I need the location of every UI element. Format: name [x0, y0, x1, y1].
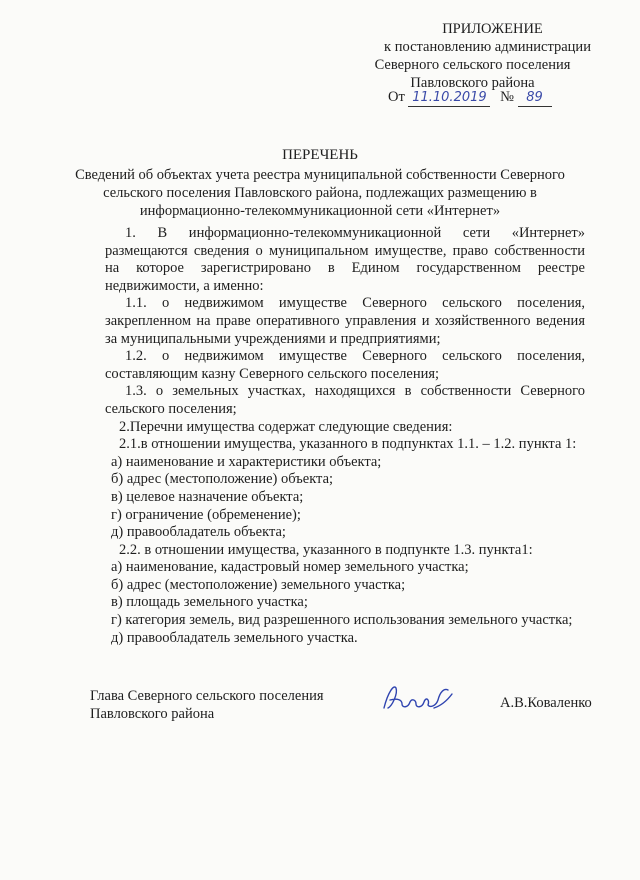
paragraph-1-3: 1.3. о земельных участках, находящихся в собственности Северного сельского поселения; — [105, 383, 585, 417]
document-body — [105, 225, 585, 647]
handwritten-signature — [378, 678, 458, 718]
header-title: ПРИЛОЖЕНИЕ — [442, 21, 543, 37]
date-prefix: От — [388, 89, 405, 105]
list-item: в) целевое назначение объекта; — [111, 488, 304, 505]
document-subtitle: Сведений об объектах учета реестра муниципальной собственности Северного сельского поселения Павловского района, подлежащих размещению в информационно-телекоммуникационной сети «Интернет» — [75, 167, 565, 219]
header-line-3: Павловского района — [410, 75, 535, 91]
list-item: г) ограничение (обременение); — [111, 506, 301, 523]
document-title: ПЕРЕЧЕНЬ — [282, 147, 358, 163]
paragraph-1-2: 1.2. о недвижимом имуществе Северного сельского поселения, составляющим казну Северного сельского поселения; — [105, 348, 585, 382]
paragraph-2-2: 2.2. в отношении имущества, указанного в подпункте 1.3. пункта1: — [119, 541, 533, 558]
list-item: в) площадь земельного участка; — [111, 594, 308, 611]
signatory-position-line-1: Глава Северного сельского поселения — [90, 688, 324, 704]
number-field — [518, 89, 552, 107]
date-value: 11.10.2019 — [412, 90, 487, 105]
number-prefix: № — [500, 89, 514, 105]
paragraph-1-1: 1.1. о недвижимом имуществе Северного сельского поселения, закрепленном на праве оперативного управления и хозяйственного ведения за муниципальными учреждениями и предприятиями; — [105, 295, 585, 347]
list-item: а) наименование, кадастровый номер земельного участка; — [111, 559, 469, 576]
list-item: б) адрес (местоположение) объекта; — [111, 471, 334, 488]
paragraph-2: 2.Перечни имущества содержат следующие сведения: — [119, 418, 453, 435]
list-item: д) правообладатель объекта; — [111, 524, 286, 541]
signatory-position — [90, 687, 324, 723]
header-line-2: Северного сельского поселения — [374, 57, 571, 73]
list-item: г) категория земель, вид разрешенного использования земельного участка; — [111, 612, 573, 629]
paragraph-1: 1. В информационно-телекоммуникационной сети «Интернет» размещаются сведения о муниципальном имуществе, право собственности на которое зарегистрировано в Едином государственном реестре недвижимости, а именно: — [105, 225, 585, 294]
date-field — [408, 89, 490, 107]
header-line-1: к постановлению администрации — [384, 39, 591, 55]
list-item: д) правообладатель земельного участка. — [111, 629, 358, 646]
signatory-position-line-2: Павловского района — [90, 706, 215, 722]
paragraph-2-1: 2.1.в отношении имущества, указанного в подпунктах 1.1. – 1.2. пункта 1: — [119, 436, 577, 453]
date-number-line — [388, 89, 552, 107]
list-item: б) адрес (местоположение) земельного участка; — [111, 576, 406, 593]
list-item: а) наименование и характеристики объекта; — [111, 453, 382, 470]
signatory-name: А.В.Коваленко — [500, 695, 592, 711]
document-header — [340, 20, 605, 92]
number-value: 89 — [526, 90, 543, 105]
